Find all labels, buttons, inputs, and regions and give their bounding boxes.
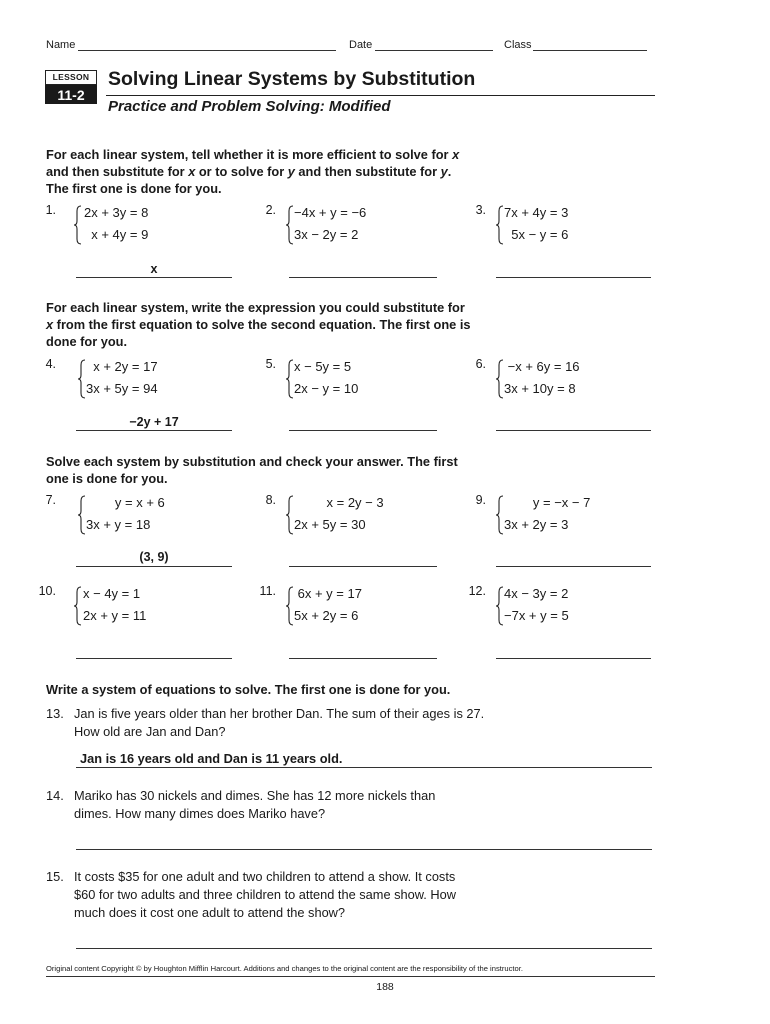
section2-instructions: For each linear system, write the expression you could substitute for x from the first equation to solve the second equation. The first one is done for you. (46, 300, 471, 349)
equation-2: 3x − 2y = 2 (294, 227, 359, 242)
answer-line-11[interactable] (289, 658, 437, 659)
page-subtitle: Practice and Problem Solving: Modified (108, 98, 391, 115)
equation-2: 2x − y = 10 (294, 381, 359, 396)
brace-icon (74, 586, 82, 626)
equation-system (86, 356, 158, 400)
equation-1: x − 5y = 5 (294, 359, 352, 374)
problem-number: 10. (38, 584, 56, 598)
brace-icon (78, 495, 86, 535)
problem-number: 1. (45, 203, 56, 217)
equation-2: 3x + 5y = 94 (86, 381, 158, 396)
problem-number: 12. (468, 584, 486, 598)
equation-system (84, 202, 148, 246)
answer-line-13[interactable] (76, 767, 652, 768)
problem-number: 5. (265, 357, 276, 371)
equation-2: −7x + y = 5 (504, 608, 569, 623)
problem-number: 8. (265, 493, 276, 507)
equation-1: 7x + 4y = 3 (504, 205, 569, 220)
equation-system (294, 356, 358, 400)
problem-number: 7. (45, 493, 56, 507)
equation-2: 2x + y = 11 (83, 608, 147, 623)
problem-number: 14. (46, 788, 64, 803)
answer-line-1[interactable] (76, 277, 232, 278)
problem-number: 13. (46, 706, 64, 721)
equation-system (504, 202, 568, 246)
brace-icon (286, 205, 294, 245)
problem-number: 15. (46, 869, 64, 884)
section4-instructions: Write a system of equations to solve. The first one is done for you. (46, 682, 451, 697)
brace-icon (286, 586, 294, 626)
equation-1: −4x + y = −6 (294, 205, 367, 220)
problem-number: 6. (475, 357, 486, 371)
word-problem-13: 13. Jan is five years older than her brother Dan. The sum of their ages is 27. How old are Jan and Dan? (46, 706, 485, 739)
answer-1: x (150, 262, 158, 276)
equation-2: 3x + 2y = 3 (504, 517, 569, 532)
lesson-badge (45, 70, 97, 104)
equation-1: y = −x − 7 (504, 495, 591, 510)
answer-line-15[interactable] (76, 948, 652, 949)
problem-number: 11. (259, 584, 276, 598)
brace-icon (496, 359, 504, 399)
brace-icon (74, 205, 82, 245)
page-number: 188 (376, 981, 394, 993)
class-label: Class (504, 39, 532, 51)
answer-line-8[interactable] (289, 566, 437, 567)
equation-2: 3x + y = 18 (86, 517, 151, 532)
answer-line-2[interactable] (289, 277, 437, 278)
equation-2: 5x − y = 6 (504, 227, 569, 242)
equation-system (504, 583, 569, 627)
date-label: Date (349, 39, 373, 51)
date-field[interactable] (349, 39, 493, 51)
equation-system (294, 492, 384, 536)
section1-instructions: For each linear system, tell whether it is more efficient to solve for x and then substitute for x or to solve for y and then substitute for y. The first one is done for you. (46, 147, 460, 196)
problem-number: 4. (45, 357, 56, 371)
copyright-notice: Original content Copyright © by Houghton Mifflin Harcourt. Additions and changes to the original content are the responsibility of the instructor. (46, 964, 523, 973)
equation-system (86, 492, 165, 536)
title-divider (106, 95, 655, 96)
section3-instructions: Solve each system by substitution and check your answer. The first one is done for you. (46, 454, 458, 486)
answer-line-7[interactable] (76, 566, 232, 567)
problem-number: 9. (475, 493, 486, 507)
answer-line-10[interactable] (76, 658, 232, 659)
brace-icon (496, 586, 504, 626)
equation-1: −x + 6y = 16 (504, 359, 580, 374)
equation-1: 2x + 3y = 8 (84, 205, 149, 220)
equation-system (504, 356, 580, 400)
answer-line-14[interactable] (76, 849, 652, 850)
brace-icon (496, 205, 504, 245)
equation-1: y = x + 6 (86, 495, 165, 510)
answer-4: −2y + 17 (129, 415, 179, 429)
answer-line-6[interactable] (496, 430, 651, 431)
brace-icon (286, 495, 294, 535)
equation-1: 4x − 3y = 2 (504, 586, 569, 601)
equation-1: x = 2y − 3 (294, 495, 384, 510)
answer-13: Jan is 16 years old and Dan is 11 years old. (80, 751, 343, 766)
class-blank[interactable] (533, 39, 647, 51)
equation-2: 2x + 5y = 30 (294, 517, 366, 532)
lesson-number: 11-2 (45, 85, 97, 104)
equation-system (294, 583, 362, 627)
equation-2: 3x + 10y = 8 (504, 381, 576, 396)
equation-2: 5x + 2y = 6 (294, 608, 359, 623)
equation-system (294, 202, 366, 246)
brace-icon (78, 359, 86, 399)
answer-line-4[interactable] (76, 430, 232, 431)
class-field[interactable] (504, 39, 647, 51)
name-label: Name (46, 39, 76, 51)
word-problem-14: 14. Mariko has 30 nickels and dimes. She has 12 more nickels than dimes. How many dimes does Mariko have? (46, 788, 436, 821)
answer-line-12[interactable] (496, 658, 651, 659)
problem-number: 2. (265, 203, 276, 217)
brace-icon (286, 359, 294, 399)
name-field[interactable] (46, 39, 336, 51)
equation-1: x − 4y = 1 (83, 586, 141, 601)
equation-system (83, 583, 146, 627)
problem-number: 3. (475, 203, 486, 217)
date-blank[interactable] (375, 39, 493, 51)
equation-1: 6x + y = 17 (294, 586, 362, 601)
answer-line-5[interactable] (289, 430, 437, 431)
brace-icon (496, 495, 504, 535)
name-blank[interactable] (78, 39, 336, 51)
answer-7: (3, 9) (139, 550, 169, 564)
page-title: Solving Linear Systems by Substitution (108, 68, 476, 90)
answer-line-3[interactable] (496, 277, 651, 278)
equation-1: x + 2y = 17 (86, 359, 158, 374)
answer-line-9[interactable] (496, 566, 651, 567)
word-problem-15: 15. It costs $35 for one adult and two children to attend a show. It costs $60 for two adults and three children to attend the same show. How much does it cost one adult to attend the show? (46, 869, 457, 920)
footer-divider (46, 976, 655, 977)
lesson-label: LESSON (45, 70, 97, 85)
equation-system (504, 492, 590, 536)
equation-2: x + 4y = 9 (84, 227, 149, 242)
